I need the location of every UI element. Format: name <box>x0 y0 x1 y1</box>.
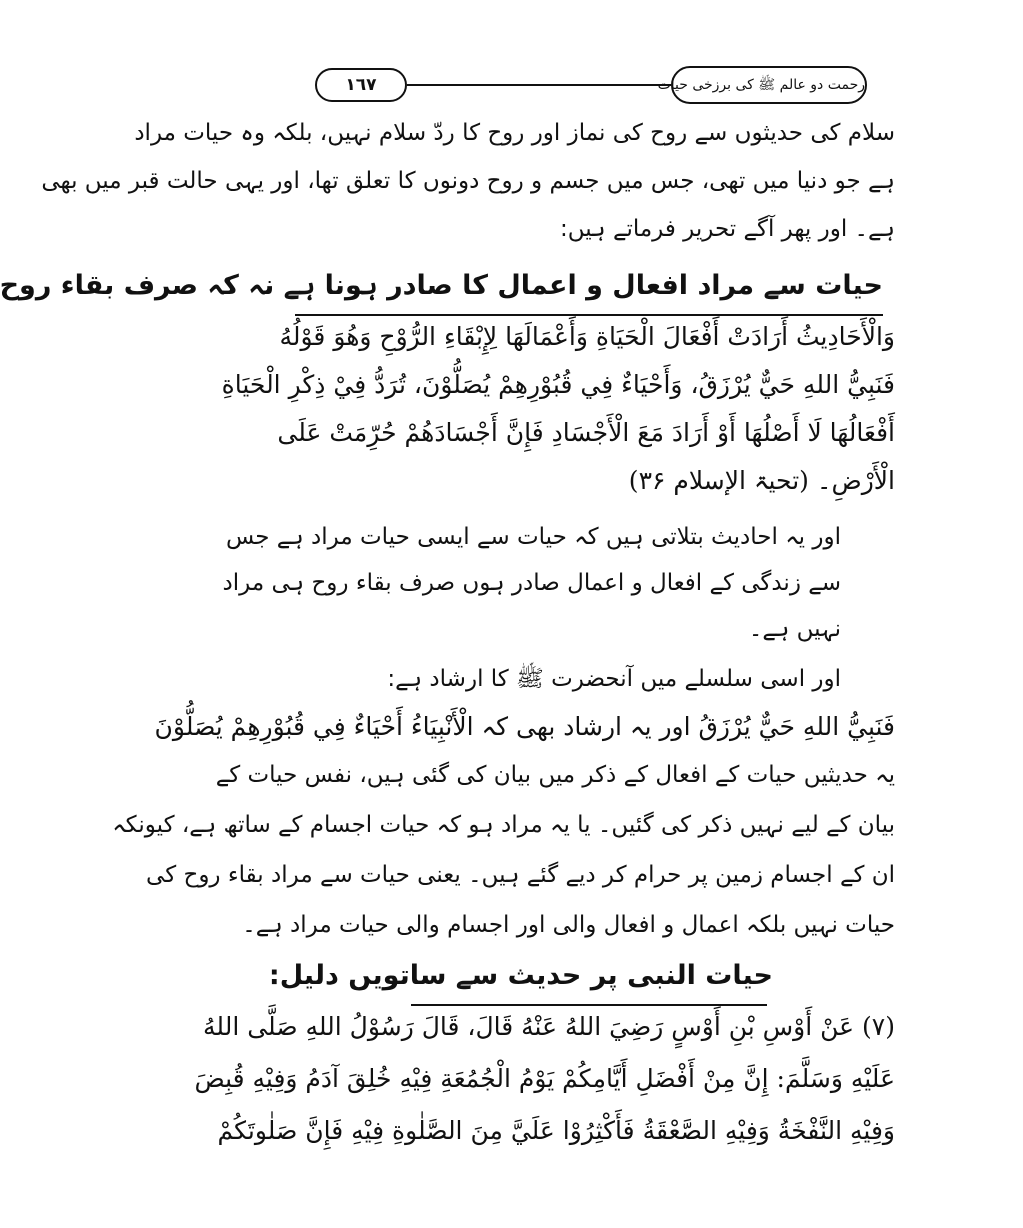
body-line: ہے۔ اور پھر آگے تحریر فرماتے ہیں: <box>559 216 895 242</box>
arabic-quote-line: أَفْعَالُهَا لَا أَصْلُهَا أَوْ أَرَادَ مَعَ الْأَجْسَادِ فَإِنَّ أَجْسَادَهُمْ حُرِّمَتْ عَلَى <box>277 418 895 447</box>
body-line: بیان کے لیے نہیں ذکر کی گئیں۔ یا یہ مراد ہو کہ حیات اجسام کے ساتھ ہے، کیونکہ <box>112 812 895 838</box>
running-title: رحمت دو عالم ﷺ کی برزخی حیات <box>671 66 867 104</box>
arabic-hadith-line: (۷) عَنْ أَوْسِ بْنِ أَوْسٍ رَضِيَ اللهُ عَنْهُ قَالَ، قَالَ رَسُوْلُ اللهِ صَلَّى اللهُ <box>203 1012 895 1041</box>
body-line: ان کے اجسام زمین پر حرام کر دیے گئے ہیں۔ یعنی حیات سے مراد بقاء روح کی <box>146 862 895 888</box>
section-heading-1: حیات سے مراد افعال و اعمال کا صادر ہونا ہے نہ کہ صرف بقاء روح <box>0 270 883 301</box>
arabic-hadith-line: عَلَيْهِ وَسَلَّمَ: إِنَّ مِنْ أَفْضَلِ أَيَّامِكُمْ يَوْمُ الْجُمُعَةِ فِيْهِ خُلِقَ آدَمُ وَفِيْهِ قُبِضَ <box>194 1064 895 1093</box>
body-line: ہے جو دنیا میں تھی، جس میں جسم و روح دونوں کا تعلق تھا، اور یہی حالت قبر میں بھی <box>41 168 895 194</box>
arabic-quote-line: فَنَبِيُّ اللهِ حَيٌّ يُرْزَقُ، وَأَحْيَاءٌ فِي قُبُوْرِهِمْ يُصَلُّوْنَ، تُرَدُّ فِيْ ذِكْرِ الْحَيَاةِ <box>221 370 895 399</box>
page-header <box>315 62 867 108</box>
page-number: ١٦٧ <box>315 68 407 102</box>
arabic-quote-line: وَالْأَحَادِيثُ أَرَادَتْ أَفْعَالَ الْحَيَاةِ وَأَعْمَالَهَا لِإِبْقَاءِ الرُّوْحِ وَهُوَ قَوْلُهُ <box>279 322 895 351</box>
translation-line: سے زندگی کے افعال و اعمال صادر ہوں صرف بقاء روح ہی مراد <box>222 570 841 596</box>
arabic-quote-line: فَنَبِيُّ اللهِ حَيٌّ يُرْزَقُ اور یہ ارشاد بھی کہ الْأَنْبِيَاءُ أَحْيَاءٌ فِي قُبُوْرِهِمْ يُصَلُّوْنَ <box>154 712 895 741</box>
section-heading-2: حیات النبی پر حدیث سے ساتویں دلیل: <box>268 960 773 991</box>
translation-line: اور یہ احادیث بتلاتی ہیں کہ حیات سے ایسی حیات مراد ہے جس <box>225 524 841 550</box>
arabic-quote-line: الْأَرْضِ۔ (تحیۃ الإسلام ۳۶) <box>628 466 895 495</box>
body-line: یہ حدیثیں حیات کے افعال کے ذکر میں بیان کی گئی ہیں، نفس حیات کے <box>215 762 895 788</box>
body-line: حیات نہیں بلکہ اعمال و افعال والی اور اجسام والی حیات مراد ہے۔ <box>242 912 895 938</box>
heading-underline <box>411 1004 767 1006</box>
body-line: سلام کی حدیثوں سے روح کی نماز اور روح کا ردّ سلام نہیں، بلکہ وہ حیات مراد <box>134 120 895 146</box>
translation-line: نہیں ہے۔ <box>748 616 841 642</box>
heading-underline <box>295 314 883 316</box>
header-rule <box>407 84 671 86</box>
body-line: اور اسی سلسلے میں آنحضرت ﷺ کا ارشاد ہے: <box>387 666 841 692</box>
arabic-hadith-line: وَفِيْهِ النَّفْخَةُ وَفِيْهِ الصَّعْقَةُ فَأَكْثِرُوْا عَلَيَّ مِنَ الصَّلٰوةِ فِيْهِ فَإِنَّ صَلٰوتَكُمْ <box>217 1116 895 1145</box>
